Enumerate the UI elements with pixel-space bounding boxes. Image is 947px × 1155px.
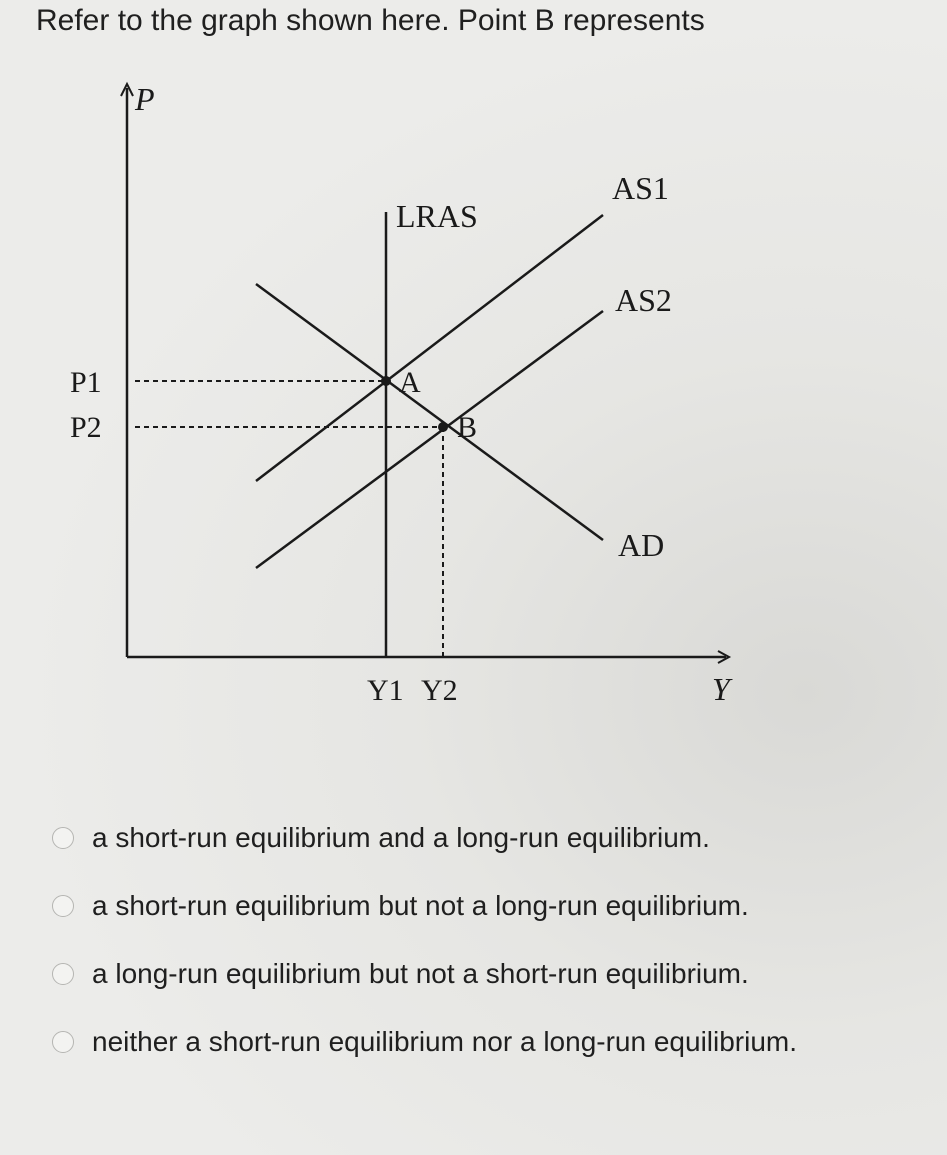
answer-option-4[interactable]	[52, 1008, 932, 1076]
lras-label: LRAS	[396, 198, 478, 234]
y2-label: Y2	[421, 674, 458, 707]
answer-option-2[interactable]	[52, 872, 932, 940]
as1-label: AS1	[612, 170, 669, 206]
y1-label: Y1	[367, 674, 404, 707]
radio-button[interactable]	[52, 895, 74, 917]
ad-curve	[256, 284, 603, 540]
x-axis-label: Y	[712, 671, 730, 707]
as2-label: AS2	[615, 282, 672, 318]
answer-options	[52, 804, 932, 1076]
point-b-dot	[438, 422, 448, 432]
radio-button[interactable]	[52, 1031, 74, 1053]
y-axis-label: P	[135, 81, 155, 117]
ad-label: AD	[618, 527, 665, 563]
question-text: Refer to the graph shown here. Point B represents	[36, 4, 705, 37]
point-b-label: B	[457, 411, 478, 444]
point-a-label: A	[399, 366, 421, 399]
radio-button[interactable]	[52, 827, 74, 849]
answer-option-1[interactable]	[52, 804, 932, 872]
answer-option-label: a short-run equilibrium and a long-run equilibrium.	[92, 822, 710, 853]
answer-option-label: a short-run equilibrium but not a long-run equilibrium.	[92, 890, 749, 921]
radio-button[interactable]	[52, 963, 74, 985]
answer-option-label: a long-run equilibrium but not a short-run equilibrium.	[92, 958, 749, 989]
p1-label: P1	[70, 366, 102, 399]
p2-label: P2	[70, 411, 102, 444]
answer-option-label: neither a short-run equilibrium nor a long-run equilibrium.	[92, 1026, 798, 1057]
point-a-dot	[381, 376, 391, 386]
answer-option-3[interactable]	[52, 940, 932, 1008]
